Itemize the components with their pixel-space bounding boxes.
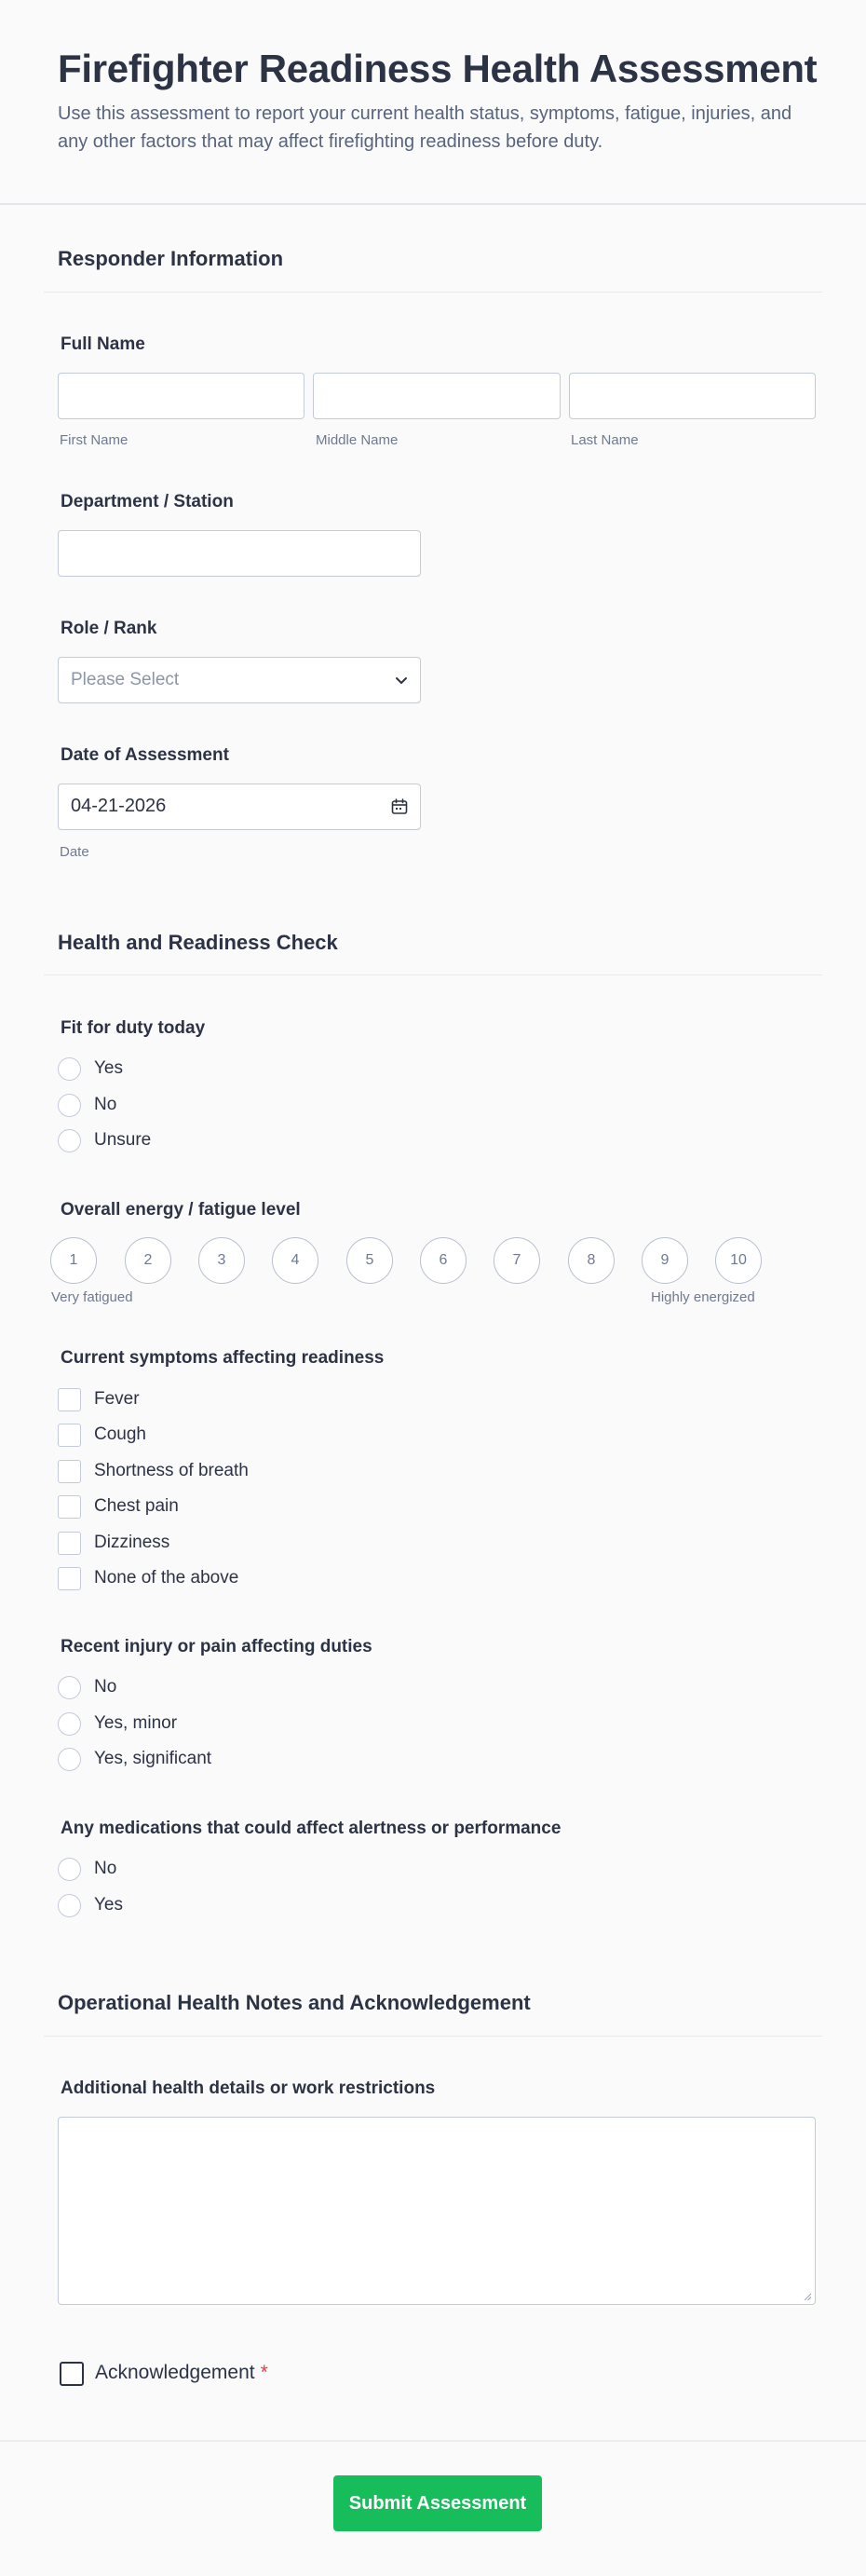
last-name-input[interactable]	[569, 373, 816, 419]
injury-option-significant[interactable]	[58, 1746, 211, 1772]
energy-scale-3[interactable]: 3	[198, 1237, 245, 1284]
injury-label: Recent injury or pain affecting duties	[61, 1637, 372, 1656]
acknowledgement-label	[95, 2362, 268, 2384]
symptom-option-shortness-of-breath[interactable]	[58, 1458, 249, 1484]
energy-scale-9[interactable]: 9	[642, 1237, 688, 1284]
department-input[interactable]	[58, 530, 421, 577]
date-input[interactable]	[58, 784, 421, 830]
checkbox[interactable]	[58, 1388, 81, 1411]
section-title-notes: Operational Health Notes and Acknowledgement	[58, 1991, 531, 2014]
calendar-icon[interactable]	[390, 797, 409, 816]
option-label: Yes, minor	[94, 1713, 178, 1733]
page-title: Firefighter Readiness Health Assessment	[58, 47, 818, 90]
acknowledgement-text: Acknowledgement	[95, 2362, 255, 2383]
details-label: Additional health details or work restrictions	[61, 2079, 436, 2098]
date-label: Date of Assessment	[61, 745, 229, 765]
radio-button[interactable]	[58, 1094, 81, 1117]
radio-button[interactable]	[58, 1129, 81, 1152]
radio-button[interactable]	[58, 1748, 81, 1771]
footer-divider	[0, 2440, 866, 2442]
first-name-input[interactable]	[58, 373, 304, 419]
fit-for-duty-label: Fit for duty today	[61, 1018, 206, 1038]
submit-button[interactable]: Submit Assessment	[333, 2475, 542, 2531]
option-label: Yes	[94, 1058, 123, 1078]
section-divider	[44, 292, 822, 293]
symptom-option-chest-pain[interactable]	[58, 1493, 179, 1520]
radio-button[interactable]	[58, 1894, 81, 1917]
energy-min-label: Very fatigued	[51, 1289, 133, 1305]
energy-scale-5[interactable]: 5	[346, 1237, 393, 1284]
option-label: Fever	[94, 1389, 140, 1409]
energy-scale-6[interactable]: 6	[420, 1237, 467, 1284]
radio-button[interactable]	[58, 1858, 81, 1881]
symptom-option-dizziness[interactable]	[58, 1530, 169, 1556]
option-label: Unsure	[94, 1130, 152, 1150]
first-name-sublabel: First Name	[60, 432, 129, 448]
option-label: Yes	[94, 1895, 123, 1915]
required-mark: *	[260, 2362, 268, 2383]
option-label: Dizziness	[94, 1533, 170, 1552]
date-sublabel: Date	[60, 844, 89, 860]
energy-scale-4[interactable]: 4	[272, 1237, 318, 1284]
option-label: No	[94, 1677, 117, 1697]
medications-option-no[interactable]	[58, 1856, 116, 1882]
option-label: Shortness of breath	[94, 1461, 249, 1480]
checkbox[interactable]	[58, 1567, 81, 1590]
symptom-option-cough[interactable]	[58, 1422, 146, 1448]
radio-button[interactable]	[58, 1712, 81, 1736]
medications-label: Any medications that could affect alertness or performance	[61, 1819, 562, 1838]
details-textarea[interactable]	[58, 2117, 816, 2305]
symptom-option-fever[interactable]	[58, 1386, 140, 1412]
middle-name-input[interactable]	[313, 373, 561, 419]
checkbox[interactable]	[58, 1424, 81, 1447]
department-label: Department / Station	[61, 492, 234, 511]
role-label: Role / Rank	[61, 619, 157, 638]
section-divider	[44, 2036, 822, 2037]
medications-option-yes[interactable]	[58, 1892, 123, 1918]
middle-name-sublabel: Middle Name	[316, 432, 399, 448]
resize-handle-icon[interactable]	[803, 2292, 812, 2301]
energy-scale-7[interactable]: 7	[494, 1237, 540, 1284]
fit-for-duty-option-no[interactable]	[58, 1092, 116, 1118]
energy-scale-1[interactable]: 1	[50, 1237, 97, 1284]
fit-for-duty-option-unsure[interactable]	[58, 1127, 151, 1153]
option-label: Chest pain	[94, 1496, 179, 1516]
symptom-option-none[interactable]	[58, 1565, 238, 1591]
checkbox[interactable]	[58, 1460, 81, 1483]
page-subtitle: Use this assessment to report your current health status, symptoms, fatigue, injuries, and any other factors that may affect firefighting readiness before duty.	[58, 103, 792, 152]
option-label: None of the above	[94, 1568, 239, 1588]
energy-label: Overall energy / fatigue level	[61, 1200, 301, 1220]
injury-option-no[interactable]	[58, 1674, 116, 1700]
option-label: Cough	[94, 1424, 146, 1444]
acknowledgement-checkbox[interactable]	[60, 2362, 84, 2386]
injury-option-minor[interactable]	[58, 1711, 177, 1737]
fit-for-duty-option-yes[interactable]	[58, 1056, 123, 1082]
energy-max-label: Highly energized	[651, 1289, 755, 1305]
chevron-down-icon	[394, 673, 409, 688]
symptoms-label: Current symptoms affecting readiness	[61, 1348, 385, 1368]
energy-scale-2[interactable]: 2	[125, 1237, 171, 1284]
option-label: No	[94, 1095, 117, 1114]
checkbox[interactable]	[58, 1532, 81, 1555]
option-label: No	[94, 1859, 117, 1878]
date-value: 04-21-2026	[71, 796, 167, 816]
role-select[interactable]	[58, 657, 421, 703]
section-title-health: Health and Readiness Check	[58, 931, 338, 954]
full-name-label: Full Name	[61, 334, 145, 354]
energy-scale-10[interactable]: 10	[715, 1237, 762, 1284]
last-name-sublabel: Last Name	[571, 432, 639, 448]
radio-button[interactable]	[58, 1676, 81, 1699]
checkbox[interactable]	[58, 1495, 81, 1519]
radio-button[interactable]	[58, 1057, 81, 1081]
energy-scale-8[interactable]: 8	[568, 1237, 615, 1284]
form-header	[0, 0, 866, 205]
section-title-responder: Responder Information	[58, 247, 284, 270]
role-select-placeholder: Please Select	[71, 670, 180, 689]
option-label: Yes, significant	[94, 1749, 212, 1768]
